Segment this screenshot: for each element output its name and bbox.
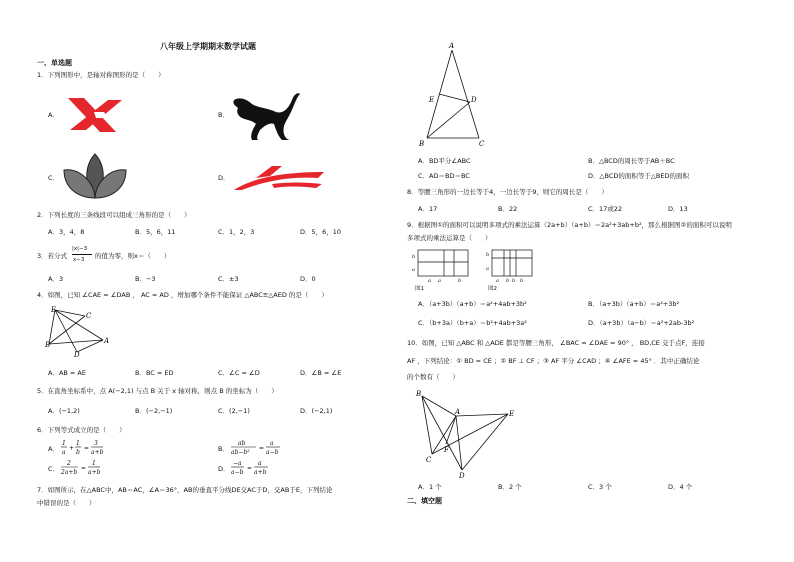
q9-option-c: C．（b+3a）（b+a）＝b²+4ab+3a² [418, 319, 527, 327]
q10-option-b: B．2 个 [498, 483, 522, 491]
svg-text:ab−b²: ab−b² [231, 449, 250, 456]
q6-option-b: B． [218, 445, 229, 453]
q5-option-d: D．(−2,1) [300, 407, 333, 415]
q3-option-b: B．−3 [135, 275, 156, 283]
q1-puma-logo-icon [230, 90, 302, 142]
svg-text:=: = [81, 465, 87, 472]
svg-text:3: 3 [94, 440, 98, 447]
svg-text:a−b: a−b [231, 469, 244, 476]
q7-stem-line2: 中错误的是（ ） [37, 499, 96, 507]
q6-option-d-formula [230, 458, 280, 478]
svg-text:a: a [412, 267, 415, 273]
q4-option-a: A．AB = AE [48, 369, 86, 377]
svg-text:ab: ab [238, 440, 246, 447]
svg-text:=: = [84, 445, 90, 452]
q3-option-d: D．0 [300, 275, 316, 283]
svg-text:E: E [429, 96, 435, 104]
q8-stem: 8．等腰三角形的一边长等于4，一边长等于9，则它的周长是（ ） [407, 188, 608, 196]
q2-option-c: C．1，2，3 [218, 228, 255, 236]
q6-option-a-formula [60, 438, 110, 458]
q10-option-c: C．3 个 [588, 483, 612, 491]
q10-stem-line3: 的个数有（ ） [407, 373, 459, 381]
svg-text:1: 1 [76, 440, 80, 447]
q6-option-a: A． [48, 445, 59, 453]
q6-option-c: C． [48, 465, 60, 473]
q9-option-b: B．（a+3b）（a+b）＝a²+3b² [588, 300, 680, 308]
svg-text:A: A [455, 408, 461, 416]
q1-lining-logo-icon [232, 164, 326, 192]
q8-option-b: B．22 [498, 205, 518, 213]
section-fill-blank: 二、填空题 [407, 497, 442, 505]
q7-option-d: D．△BCD的面积等于△BED的面积 [588, 172, 689, 180]
q8-option-d: D．13 [668, 205, 688, 213]
q6-option-b-formula [230, 438, 290, 458]
q3-fraction-denominator: x−3 [73, 257, 85, 263]
svg-text:C: C [86, 312, 92, 320]
section-single-choice: 一、单选题 [37, 59, 72, 67]
q3-stem-pre: 3．若分式 [37, 252, 68, 260]
svg-text:=: = [247, 465, 253, 472]
svg-text:b: b [458, 278, 462, 284]
svg-text:a−b: a−b [266, 449, 279, 456]
q7-stem-line1: 7．如图所示，在△ABC中，AB＝AC，∠A＝36°，AB的垂直平分线DE交AC于D，交AB于E，下列结论 [37, 486, 333, 494]
q2-option-d: D．5，6，10 [300, 228, 342, 236]
q1-stem: 1．下列图形中，是轴对称图形的是（ ） [37, 71, 165, 79]
svg-text:−a: −a [233, 460, 242, 467]
q1-option-c: C． [48, 174, 60, 182]
svg-text:a: a [258, 460, 262, 467]
q3-option-a: A．3 [48, 275, 64, 283]
q3-fraction-numerator: |x|−3 [72, 246, 88, 252]
svg-text:C: C [479, 140, 485, 148]
svg-text:C: C [426, 456, 432, 464]
svg-text:a: a [496, 278, 499, 284]
svg-text:a: a [270, 440, 274, 447]
q2-option-a: A．3，4，8 [48, 228, 85, 236]
svg-text:A: A [449, 42, 455, 50]
q2-stem: 2．下列长度的三条线段可以组成三角形的是（ ） [37, 211, 191, 219]
page-title: 八年级上学期期末数学试题 [160, 42, 256, 51]
svg-text:b: b [76, 449, 80, 456]
svg-text:B: B [419, 140, 425, 148]
svg-text:+: + [69, 445, 75, 452]
q6-option-c-formula [60, 458, 110, 478]
q8-option-a: A．17 [418, 205, 438, 213]
q5-option-a: A．(−1,2) [48, 407, 80, 415]
q7-isosceles-triangle-figure [415, 42, 495, 150]
svg-text:a: a [438, 278, 441, 284]
q10-option-a: A．1 个 [418, 483, 442, 491]
svg-text:F: F [444, 446, 449, 454]
q3-fraction-bar [72, 254, 92, 255]
q2-option-b: B．5，6，11 [135, 228, 176, 236]
q4-stem: 4．如图，已知 ∠CAE = ∠DAB ， AC = AD ，增加哪个条件不能保证 △ABC≌△AED 的是（ ） [37, 291, 328, 299]
svg-text:a: a [486, 266, 489, 272]
q3-option-c: C．±3 [218, 275, 239, 283]
svg-text:a+b: a+b [254, 469, 267, 476]
q9-option-a: A．（a+3b）（a+b）＝a²+4ab+3b² [418, 300, 527, 308]
q1-red-x-logo-icon [64, 96, 124, 134]
svg-text:D: D [459, 472, 465, 480]
q4-option-c: C．∠C = ∠D [218, 369, 260, 377]
svg-text:b: b [412, 254, 416, 260]
q1-option-b: B． [218, 111, 229, 119]
q3-stem-post: 的值为零，则x＝（ ） [95, 252, 171, 260]
svg-text:b: b [506, 278, 510, 284]
q9-option-d: D．（a+3b）（a−b）＝a²+2ab-3b² [588, 319, 695, 327]
q4-option-b: B．BC = ED [135, 369, 174, 377]
q7-option-c: C．AD＝BD＝BC [418, 172, 470, 180]
svg-text:2a+b: 2a+b [61, 469, 78, 476]
q6-option-d: D． [218, 465, 230, 473]
svg-text:1: 1 [92, 460, 96, 467]
svg-text:a+b: a+b [91, 449, 104, 456]
svg-text:b: b [512, 278, 516, 284]
q9-stem-line2: 多项式的乘法运算是（ ） [407, 234, 492, 242]
q9-figure2-label: 图2 [488, 286, 497, 292]
svg-text:E: E [51, 306, 57, 314]
svg-text:b: b [486, 252, 490, 258]
q9-area-figures [410, 246, 540, 290]
svg-text:a+b: a+b [88, 469, 101, 476]
q10-right-triangles-figure [412, 386, 522, 478]
q9-stem-line1: 9．根据图①的面积可以说明多项式的乘法运算（2a+b）（a+b）＝2a²+3ab+b²，那么根据图②的面积可以说明 [407, 221, 732, 229]
q9-figure1-label: 图1 [415, 286, 424, 292]
q7-option-b: B．△BCD的周长等于AB＋BC [588, 157, 675, 165]
svg-text:=: = [259, 445, 265, 452]
q4-triangles-figure [45, 306, 111, 358]
q5-option-b: B．(−2,−1) [135, 407, 173, 415]
svg-text:b: b [520, 278, 524, 284]
q5-stem: 5．在直角坐标系中，点 A(−2,1) 与点 B 关于 x 轴对称，则点 B 的坐标为（ ） [37, 387, 278, 395]
svg-text:B: B [416, 390, 422, 398]
q4-option-d: D．∠B = ∠E [300, 369, 342, 377]
svg-text:E: E [509, 410, 515, 418]
q8-option-c: C．17或22 [588, 205, 623, 213]
svg-text:D: D [74, 351, 80, 359]
svg-text:2: 2 [67, 460, 71, 467]
q10-stem-line1: 10．如图，已知 △ABC 和 △ADE 都是等腰三角形， ∠BAC = ∠DAE = 90° ， BD,CE 交于点F，连接 [407, 339, 705, 347]
q5-option-c: C．(2,−1) [218, 407, 250, 415]
svg-text:D: D [471, 96, 477, 104]
q1-option-a: A． [48, 111, 59, 119]
q10-stem-line2: AF ，下列结论：① BD = CE ；② BF ⊥ CF ；③ AF 平分 ∠CAD ；④ ∠AFE = 45° ．其中正确结论 [407, 357, 700, 365]
q7-option-a: A．BD平分∠ABC [418, 157, 471, 165]
svg-text:a: a [428, 278, 431, 284]
q1-three-petals-icon [60, 152, 130, 200]
svg-text:a: a [62, 449, 66, 456]
svg-text:B: B [45, 341, 51, 349]
svg-text:A: A [104, 337, 110, 345]
q1-option-d: D． [218, 174, 230, 182]
q10-option-d: D．4 个 [668, 483, 693, 491]
svg-text:1: 1 [62, 440, 66, 447]
q6-stem: 6．下列等式成立的是（ ） [37, 426, 126, 434]
